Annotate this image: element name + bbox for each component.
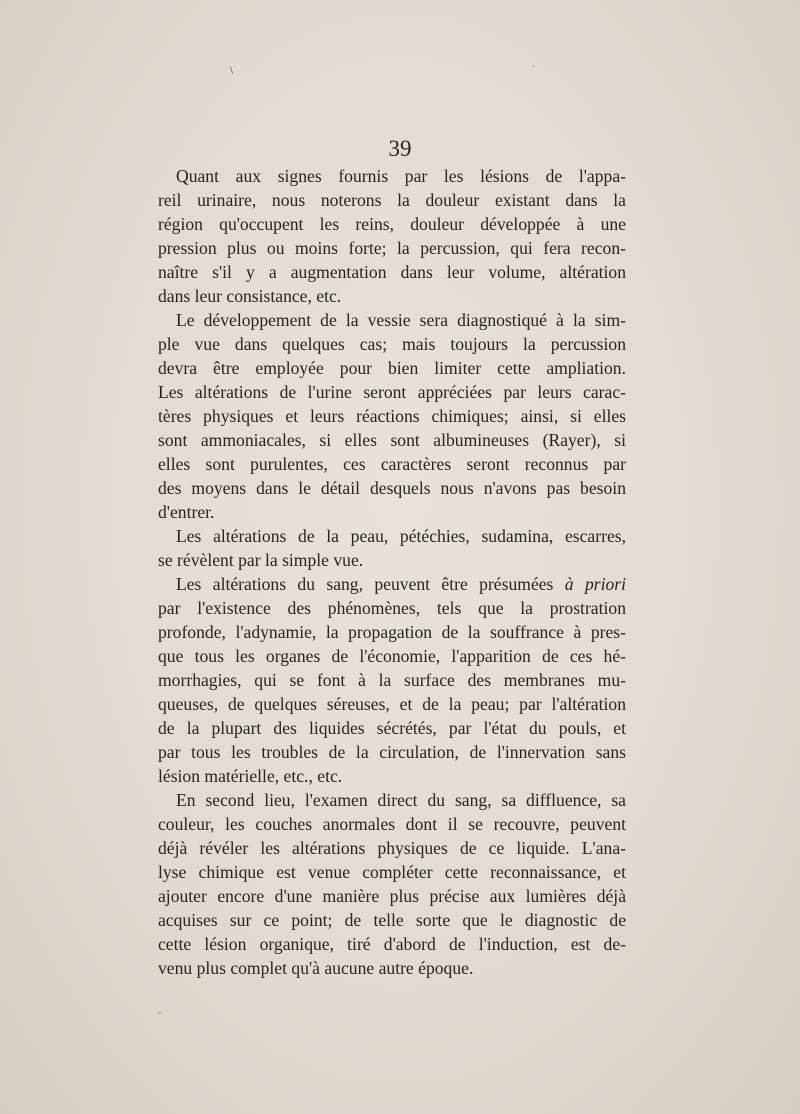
paper-speck: - — [158, 1008, 162, 1018]
text-line-content: ajouter encore d'une manière plus précise aux lumières déjà — [158, 886, 626, 906]
text-line-content: Le développement de la vessie sera diagnostiqué à la sim- — [176, 310, 626, 330]
text-line — [158, 284, 626, 308]
text-line-content: lyse chimique est venue compléter cette reconnaissance, et — [158, 862, 626, 882]
italic-phrase: à priori — [564, 574, 627, 594]
text-line-content: Les altérations du sang, peuvent être présumées — [176, 574, 565, 594]
text-line — [158, 452, 626, 476]
text-line-content: tères physiques et leurs réactions chimiques; ainsi, si elles — [158, 406, 626, 426]
text-line — [158, 764, 626, 788]
text-line-content: de la plupart des liquides sécrétés, par l'état du pouls, et — [158, 718, 626, 738]
text-line-content: profonde, l'adynamie, la propagation de la souffrance à pres- — [158, 622, 626, 642]
text-line — [158, 812, 626, 836]
text-line-content: naître s'il y a augmentation dans leur volume, altération — [158, 262, 626, 282]
text-line-content: région qu'occupent les reins, douleur développée à une — [158, 214, 626, 234]
text-line — [158, 668, 626, 692]
text-line-content: dans leur consistance, etc. — [158, 286, 342, 306]
text-line — [158, 716, 626, 740]
text-line — [158, 236, 626, 260]
body-text — [158, 164, 626, 980]
text-line-content: par tous les troubles de la circulation, de l'innervation sans — [158, 742, 626, 762]
text-line — [158, 692, 626, 716]
text-line-content: devra être employée pour bien limiter cette ampliation. — [158, 358, 626, 378]
text-line — [158, 836, 626, 860]
text-line-content: couleur, les couches anormales dont il se recouvre, peuvent — [158, 814, 626, 834]
text-line — [158, 356, 626, 380]
text-line — [158, 428, 626, 452]
page-number: 39 — [388, 136, 412, 161]
text-line — [158, 188, 626, 212]
text-line — [158, 884, 626, 908]
text-line-content: elles sont purulentes, ces caractères seront reconnus par — [158, 454, 626, 474]
text-line — [158, 308, 626, 332]
text-line-content: Quant aux signes fournis par les lésions de l'appa- — [176, 166, 626, 186]
text-line-content: lésion matérielle, etc., etc. — [158, 766, 343, 786]
text-line — [158, 572, 626, 596]
text-line — [158, 956, 626, 980]
text-line — [158, 740, 626, 764]
text-line-content: reil urinaire, nous noterons la douleur existant dans la — [158, 190, 626, 210]
text-line-content: pression plus ou moins forte; la percussion, qui fera recon- — [158, 238, 626, 258]
text-line — [158, 500, 626, 524]
text-line — [158, 164, 626, 188]
text-line-content: par l'existence des phénomènes, tels que la prostration — [158, 598, 626, 618]
text-line — [158, 932, 626, 956]
text-line-content: queuses, de quelques séreuses, et de la peau; par l'altération — [158, 694, 626, 714]
text-line — [158, 644, 626, 668]
text-line — [158, 908, 626, 932]
text-line-content: Les altérations de l'urine seront appréciées par leurs carac- — [158, 382, 626, 402]
text-line — [158, 524, 626, 548]
text-line-content: se révèlent par la simple vue. — [158, 550, 364, 570]
text-line — [158, 332, 626, 356]
paper-speck: \ — [230, 66, 234, 76]
text-line — [158, 212, 626, 236]
text-line — [158, 380, 626, 404]
text-line — [158, 476, 626, 500]
text-line-content: cette lésion organique, tiré d'abord de l'induction, est de- — [158, 934, 626, 954]
text-line-content: Les altérations de la peau, pétéchies, sudamina, escarres, — [176, 526, 626, 546]
text-line-content: venu plus complet qu'à aucune autre époque. — [158, 958, 474, 978]
text-line-content: acquises sur ce point; de telle sorte que le diagnostic de — [158, 910, 626, 930]
text-line — [158, 260, 626, 284]
text-line — [158, 404, 626, 428]
text-line-content: sont ammoniacales, si elles sont albumineuses (Rayer), si — [158, 430, 626, 450]
text-line-content: que tous les organes de l'économie, l'apparition de ces hé- — [158, 646, 626, 666]
text-line-content: En second lieu, l'examen direct du sang, sa diffluence, sa — [176, 790, 626, 810]
text-line-content: d'entrer. — [158, 502, 215, 522]
text-line — [158, 548, 626, 572]
text-line-content: morrhagies, qui se font à la surface des membranes mu- — [158, 670, 626, 690]
text-line — [158, 620, 626, 644]
text-line-content: déjà révéler les altérations physiques de ce liquide. L'ana- — [158, 838, 626, 858]
text-line — [158, 860, 626, 884]
text-line-content: ple vue dans quelques cas; mais toujours la percussion — [158, 334, 626, 354]
text-line — [158, 596, 626, 620]
text-line — [158, 788, 626, 812]
text-line-content: des moyens dans le détail desquels nous n'avons pas besoin — [158, 478, 626, 498]
paper-speck: · — [532, 62, 535, 72]
